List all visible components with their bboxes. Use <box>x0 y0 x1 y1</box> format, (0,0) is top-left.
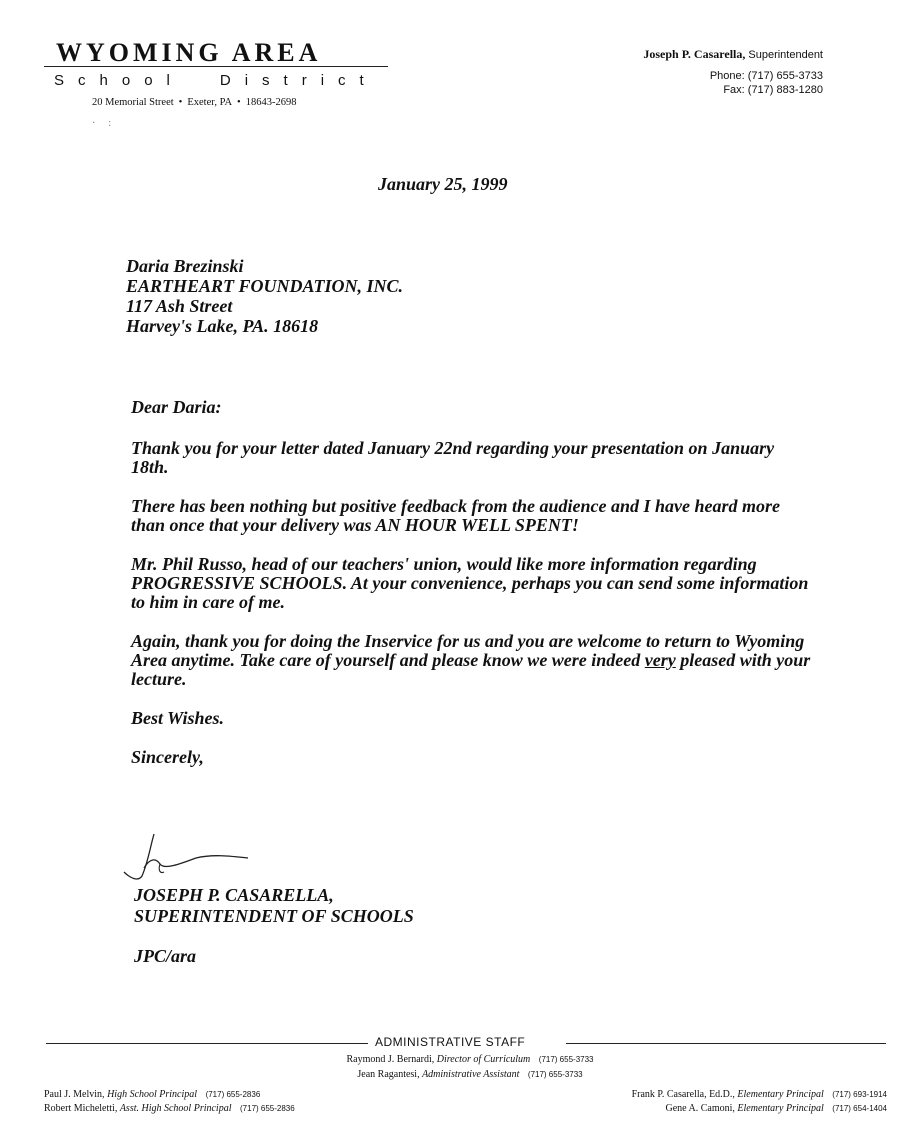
org-subtitle-word-2: District <box>219 72 378 89</box>
org-subtitle-word-1: School <box>54 72 184 89</box>
paragraph-closing <box>131 632 811 689</box>
staff-name: Gene A. Camoni, <box>665 1103 735 1114</box>
recipient-organization: EARTHEART FOUNDATION, INC. <box>126 276 404 296</box>
staff-entry <box>632 1102 887 1116</box>
letter-body <box>131 398 811 787</box>
recipient-name: Daria Brezinski <box>126 256 244 276</box>
handwritten-signature <box>120 828 260 888</box>
superintendent-name: Joseph P. Casarella, <box>643 47 746 61</box>
address-separator: • <box>178 97 183 108</box>
staff-role: Asst. High School Principal <box>119 1103 232 1114</box>
staff-name: Jean Ragantesi, <box>357 1069 420 1080</box>
staff-heading: ADMINISTRATIVE STAFF <box>375 1035 526 1049</box>
letter-date: January 25, 1999 <box>378 174 508 194</box>
staff-phone: (717) 693-1914 <box>832 1090 887 1099</box>
staff-name: Paul J. Melvin, <box>44 1089 105 1100</box>
staff-role: Director of Curriculum <box>436 1054 531 1065</box>
staff-center-list <box>260 1052 680 1082</box>
staff-phone: (717) 654-1404 <box>832 1104 887 1113</box>
header-rule <box>44 66 388 67</box>
phone-number: Phone: (717) 655-3733 <box>709 70 823 82</box>
staff-phone: (717) 655-3733 <box>527 1070 583 1079</box>
superintendent-line <box>643 47 823 62</box>
address-separator: • <box>237 97 241 108</box>
paragraph: Mr. Phil Russo, head of our teachers' union, would like more information regarding PROGRESSIVE SCHOOLS. At your convenience, perhaps you can send some information to him in care of me. <box>131 554 809 612</box>
staff-entry <box>44 1088 295 1102</box>
staff-role: Administrative Assistant <box>422 1069 520 1080</box>
staff-entry <box>260 1067 680 1082</box>
signer-name: JOSEPH P. CASARELLA, <box>134 885 334 905</box>
scan-specks: · : <box>92 118 115 129</box>
footer-rule-left <box>46 1043 368 1044</box>
staff-entry <box>632 1088 887 1102</box>
typist-initials: JPC/ara <box>134 946 197 966</box>
signer-title: SUPERINTENDENT OF SCHOOLS <box>134 906 414 926</box>
address-city: Exeter, PA <box>187 97 233 108</box>
staff-entry <box>44 1102 295 1116</box>
staff-phone: (717) 655-2836 <box>205 1090 261 1099</box>
staff-role: Elementary Principal <box>737 1089 824 1100</box>
staff-name: Raymond J. Bernardi, <box>346 1054 435 1065</box>
staff-role: High School Principal <box>107 1089 198 1100</box>
paragraph: There has been nothing but positive feedback from the audience and I have heard more than once that your delivery was AN HOUR WELL SPENT! <box>131 496 780 535</box>
sign-off: Sincerely, <box>131 747 204 767</box>
recipient-block <box>126 256 403 336</box>
signer-block <box>134 885 414 927</box>
footer-rule-right <box>566 1043 886 1044</box>
paragraph: Thank you for your letter dated January 22nd regarding your presentation on January 18th. <box>131 438 775 477</box>
staff-entry <box>260 1052 680 1067</box>
staff-right-list <box>632 1088 887 1116</box>
emphasis-underlined: very <box>644 650 676 670</box>
address-zip: 18643-2698 <box>245 97 297 108</box>
fax-number: Fax: (717) 883-1280 <box>723 84 823 96</box>
recipient-street: 117 Ash Street <box>126 296 233 316</box>
staff-name: Robert Micheletti, <box>44 1103 118 1114</box>
staff-left-list <box>44 1088 295 1116</box>
recipient-city: Harvey's Lake, PA. 18618 <box>126 316 319 336</box>
staff-name: Frank P. Casarella, Ed.D., <box>631 1089 735 1100</box>
superintendent-title: Superintendent <box>748 49 823 61</box>
salutation: Dear Daria: <box>131 397 222 417</box>
staff-role: Elementary Principal <box>737 1103 824 1114</box>
org-name: WYOMING AREA <box>56 38 322 67</box>
address-street: 20 Memorial Street <box>92 97 174 108</box>
contact-block <box>710 69 823 97</box>
best-wishes: Best Wishes. <box>131 708 225 728</box>
org-subtitle <box>54 72 378 89</box>
staff-phone: (717) 655-2836 <box>240 1104 295 1113</box>
org-address <box>92 97 296 108</box>
closing-text-start: Again, thank you for doing the Inservice for us and you are welcome to return to Wyoming Area anytime. Take care of yourself and please know we were indeed <box>131 631 805 670</box>
closing-text-end: pleased with your lecture. <box>131 650 811 689</box>
staff-phone: (717) 655-3733 <box>538 1055 594 1064</box>
